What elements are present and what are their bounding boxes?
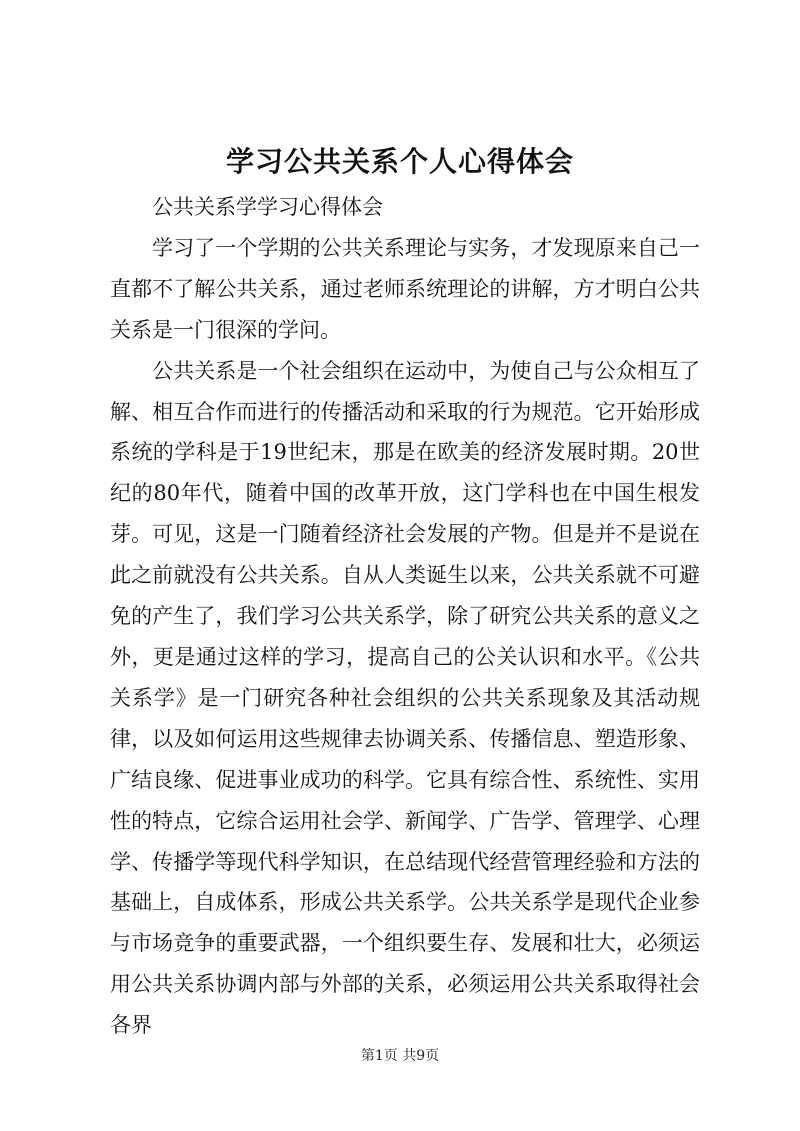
subtitle-paragraph: 公共关系学学习心得体会 (152, 195, 383, 219)
document-title: 学习公共关系个人心得体会 (225, 145, 574, 178)
page-footer: 第1页 共9页 (360, 1048, 440, 1064)
intro-paragraph: 学习了一个学期的公共关系理论与实务，才发现原来自己一直都不了解公共关系，通过老师系统理论的讲解，方才明白公共关系是一门很深的学问。 (110, 235, 700, 342)
document-body (110, 187, 700, 1046)
main-paragraph: 公共关系是一个社会组织在运动中，为使自己与公众相互了解、相互合作而进行的传播活动和采取的行为规范。它开始形成系统的学科是于19世纪末，那是在欧美的经济发展时期。20世纪的80年代，随着中国的改革开放，这门学科也在中国生根发芽。可见，这是一门随着经济社会发展的产物。但是并不是说在此之前就没有公共关系。自从人类诞生以来，公共关系就不可避免的产生了，我们学习公共关系学，除了研究公共关系的意义之外，更是通过这样的学习，提高自己的公关认识和水平。《公共关系学》是一门研究各种社会组织的公共关系现象及其活动规律，以及如何运用这些规律去协调关系、传播信息、塑造形象、广结良缘、促进事业成功的科学。它具有综合性、系统性、实用性的特点，它综合运用社会学、新闻学、广告学、管理学、心理学、传播学等现代科学知识，在总结现代经营管理经验和方法的基础上，自成体系，形成公共关系学。公共关系学是现代企业参与市场竞争的重要武器，一个组织要生存、发展和壮大，必须运用公共关系协调内部与外部的关系，必须运用公共关系取得社会各界 (110, 358, 700, 1038)
